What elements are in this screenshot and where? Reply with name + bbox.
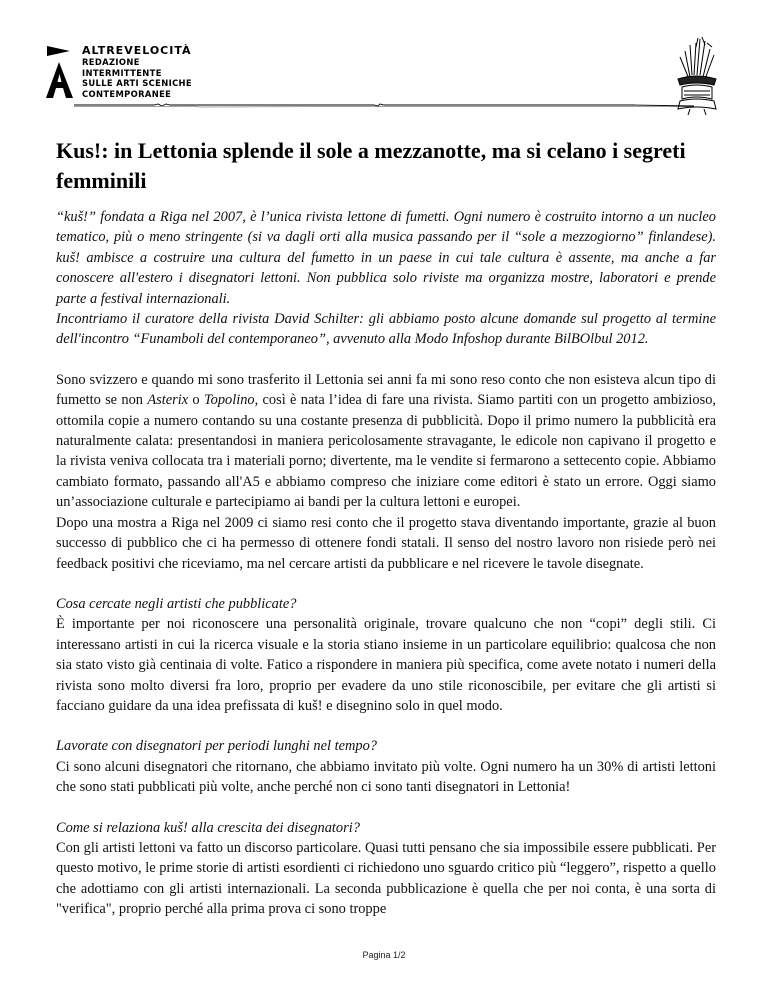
logo-text xyxy=(82,44,192,99)
logo-subtitle-line: CONTEMPORANEE xyxy=(82,88,172,99)
body-text: Sono svizzero e quando mi sono trasferito il Lettonia sei anni fa mi sono reso conto che non esisteva alcun tipo di fumetto se non xyxy=(56,371,716,409)
article-title: Kus!: in Lettonia splende il sole a mezzanotte, ma si celano i segreti femminili xyxy=(56,138,686,193)
logo-subtitle-line: SULLE ARTI SCENICHE xyxy=(82,78,192,89)
altrevelocita-logo-icon xyxy=(44,40,74,100)
logo-subtitle-line: REDAZIONE xyxy=(82,57,140,67)
article-body xyxy=(56,207,716,920)
illustration-icon xyxy=(660,35,732,117)
logo-subtitle-line: INTERMITTENTE xyxy=(82,67,162,78)
interview-answer: È importante per noi riconoscere una personalità originale, trovare qualcuno che non “copi” degli stili. Ci interessano artisti in cui la ricerca visuale e la storia stiano insieme in un particolare equilibrio: qualcosa che non sia stato visto già centinaia di volte. Fatico a rispondere in maniera più specifica, come avete notato i numeri della rivista sono molto diversi fra loro, proprio per evadere da uno stile riconoscibile, per evitare che gli artisti si facciano guidare da una idea prefissata di kuš! e disegnino solo in quel modo. xyxy=(56,616,716,714)
brand-name: ALTREVELOCITÀ xyxy=(82,44,192,57)
body-paragraph: Dopo una mostra a Riga nel 2009 ci siamo resi conto che il progetto stava diventando importante, grazie al buon successo di pubblico che ci ha permesso di ottenere fondi statali. Il senso del nostro lavoro non risiede però nei feedback positivi che riceviamo, ma nel cercare artisti da pubblicare e nel ricevere le tavole disegnate. xyxy=(56,514,716,572)
intro-paragraph: Incontriamo il curatore della rivista David Schilter: gli abbiamo posto alcune domande sul progetto al termine dell'incontro “Funamboli del contemporaneo”, avvenuto alla Modo Infoshop durante BilBOlbul 2012. xyxy=(56,311,716,348)
interview-question: Lavorate con disegnatori per periodi lunghi nel tempo? xyxy=(56,738,377,755)
comic-title: Topolino xyxy=(203,392,255,409)
page-number: Pagina 1/2 xyxy=(362,950,406,960)
body-text: o xyxy=(188,392,204,409)
body-paragraph xyxy=(56,370,716,513)
interview-question: Come si relaziona kuš! alla crescita dei disegnatori? xyxy=(56,819,360,836)
comic-title: Asterix xyxy=(147,392,189,409)
interview-answer: Ci sono alcuni disegnatori che ritornano, che abbiamo invitato più volte. Ogni numero ha un 30% di artisti lettoni che sono stati pubblicati più volte, anche perché non ci sono tanti disegnatori in Lettonia! xyxy=(56,758,716,796)
interview-question: Cosa cercate negli artisti che pubblicate? xyxy=(56,595,297,612)
interview-answer: Con gli artisti lettoni va fatto un discorso particolare. Quasi tutti pensano che sia impossibile essere pubblicati. Per questo motivo, le prime storie di artisti esordienti ci richiedono uno sguardo critico più “leggero”, rispetto a quello che adottiamo con gli artisti internazionali. La seconda pubblicazione è quella che per noi conta, è una sorta di "verifica", proprio perché alla prima prova ci sono troppe xyxy=(56,839,716,918)
body-text: , così è nata l’idea di fare una rivista. Siamo partiti con un progetto ambizioso, ottomila copie a numero contando su una costante presenza di pubblicità. Dopo il primo numero la pubblicità era naturalmente calata: presentandosi in maniera pericolosamente stravagante, le edicole non capivano il progetto e la rivista veniva collocata tra i materiali porno; divertente, ma le vendite si fermarono a settecento copie. Abbiamo cambiato formato, passando all'A5 e abbiamo compreso che iniziare come editori è stato un errore. Oggi siamo un’associazione culturale e partecipiamo ai bandi per la cultura lettoni e europei. xyxy=(56,392,716,511)
header-rule xyxy=(74,101,694,109)
page-header xyxy=(0,0,768,125)
intro-paragraph: “kuš!” fondata a Riga nel 2007, è l’unica rivista lettone di fumetti. Ogni numero è costruito intorno a un nucleo tematico, più o meno stringente (si va dagli orti alla musica passando per il “sole a mezzogiorno” finlandese). kuš! ambisce a costruire una cultura del fumetto in un paese in cui tale cultura è assente, ma anche a far conoscere all'estero i disegnatori lettoni. Non pubblica solo riviste ma organizza mostre, laboratori e prende parte a festival internazionali. xyxy=(56,209,716,307)
